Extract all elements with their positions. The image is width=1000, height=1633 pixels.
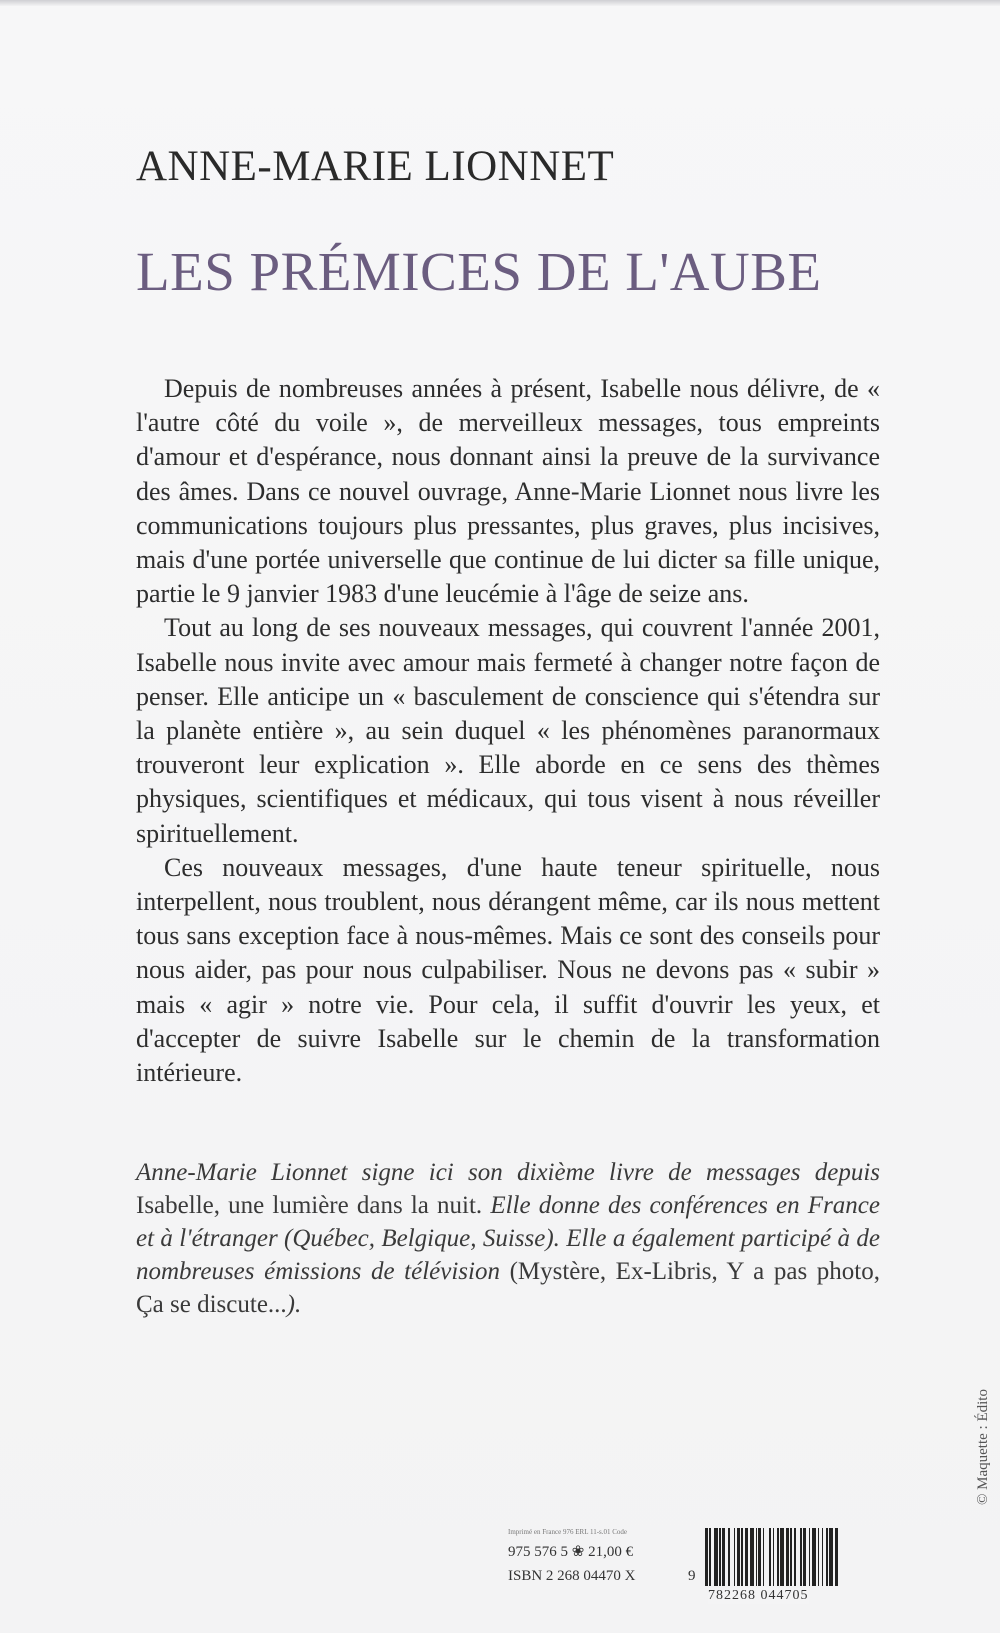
- bio-roman: (Mystère, Ex-Libris, Y a pas photo, Ça se discute...: [136, 1258, 880, 1318]
- author-bio: [136, 1156, 880, 1321]
- barcode-bars: [705, 1528, 881, 1586]
- barcode-small-print: Imprimé en France 976 ERL 11-s.01 Code: [508, 1528, 628, 1536]
- top-edge-shadow: [0, 0, 1000, 6]
- bio-italic: Anne-Marie Lionnet signe ici son dixième livre de messages depuis: [136, 1159, 880, 1186]
- price-line: 975 576 5 ❀ 21,00 €: [508, 1544, 634, 1560]
- barcode-bar: [838, 1528, 839, 1586]
- isbn-line: ISBN 2 268 04470 X: [508, 1568, 636, 1584]
- design-credit: © Maquette : Édito: [975, 1389, 991, 1505]
- blurb-paragraph: Ces nouveaux messages, d'une haute teneur spirituelle, nous interpellent, nous troublent, nous dérangent même, car ils nous mettent tous sans exception face à nous-mêmes. Mais ce sont des conseils pour nous aider, pas pour nous culpabiliser. Nous ne devons pas « subir » mais « agir » notre vie. Pour cela, il suffit d'ouvrir les yeux, et d'accepter de suivre Isabelle sur le chemin de la transformation intérieure.: [136, 852, 880, 1088]
- bio-italic: Elle donne des conférences en France et à l'étranger (Québec, Belgique, Suisse). Elle a également participé à de nombreuses émissions de télévision: [136, 1192, 880, 1285]
- bio-roman: Isabelle, une lumière dans la nuit.: [136, 1192, 491, 1219]
- book-title: LES PRÉMICES DE L'AUBE: [136, 241, 822, 302]
- author-name: ANNE-MARIE LIONNET: [136, 143, 615, 190]
- barcode-block: [508, 1528, 900, 1618]
- blurb-paragraph: Depuis de nombreuses années à présent, Isabelle nous délivre, de « l'autre côté du voile », de merveilleux messages, tous empreints d'amour et d'espérance, nous donnant ainsi la preuve de la survivance des âmes. Dans ce nouvel ouvrage, Anne-Marie Lionnet nous livre les communications toujours plus pressantes, plus graves, plus incisives, mais d'une portée universelle que continue de lui dicter sa fille unique, partie le 9 janvier 1983 d'une leucémie à l'âge de seize ans.: [136, 374, 880, 609]
- barcode-lead-digit: 9: [688, 1568, 696, 1584]
- bio-italic: ).: [286, 1291, 302, 1318]
- barcode-digits: 782268 044705: [708, 1588, 809, 1603]
- blurb-text: [136, 372, 880, 1090]
- blurb-paragraph: Tout au long de ses nouveaux messages, qui couvrent l'année 2001, Isabelle nous invite avec amour mais fermeté à changer notre façon de penser. Elle anticipe un « basculement de conscience qui s'étendra sur la planète entière », au sein duquel « les phénomènes paranormaux trouveront leur explication ». Elle aborde en ce sens des thèmes physiques, scientifiques et médicaux, qui tous visent à nous réveiller spirituellement.: [136, 613, 880, 848]
